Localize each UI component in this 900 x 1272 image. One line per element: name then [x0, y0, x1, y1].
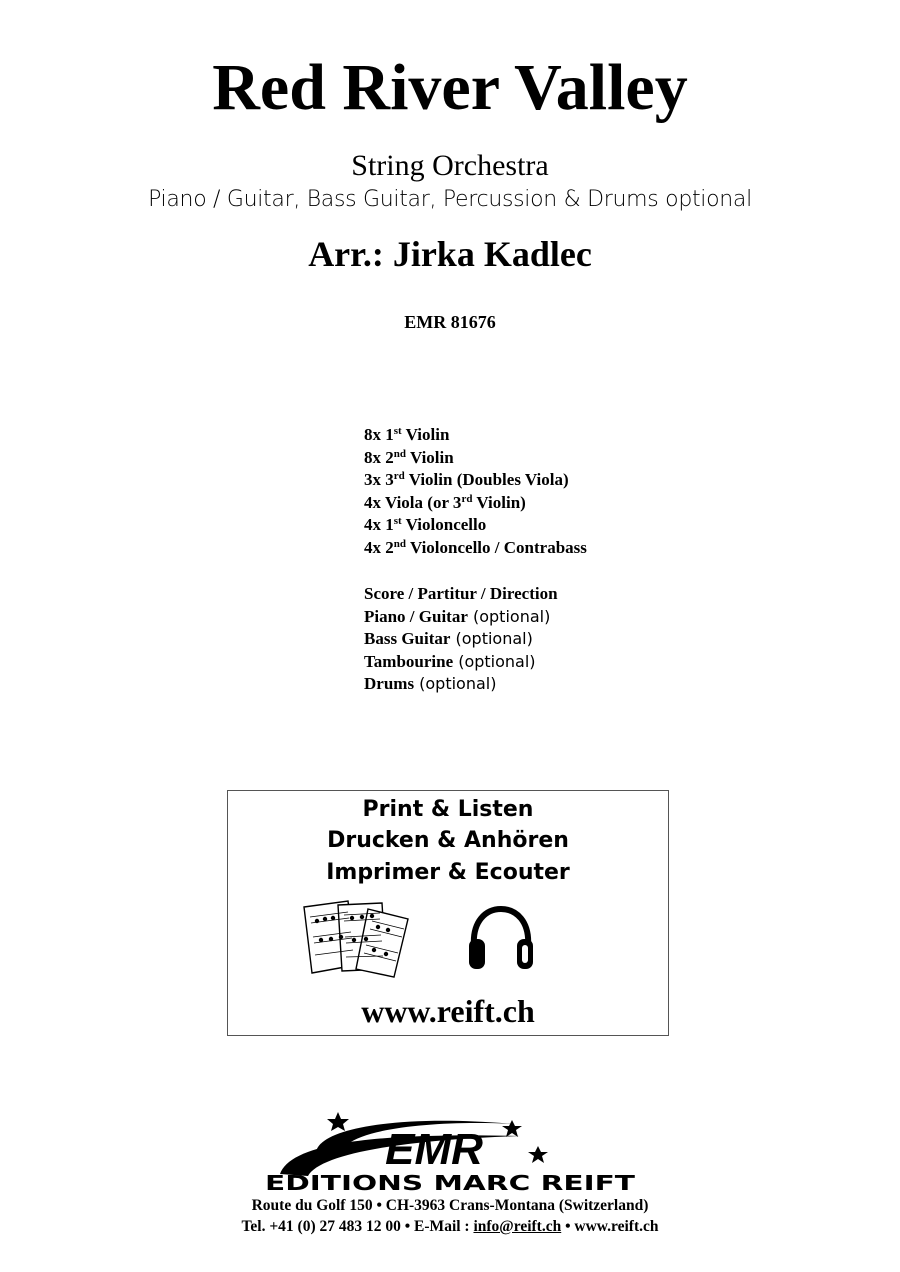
part-item: 8x 2nd Violin — [364, 447, 454, 467]
promo-line-de: Drucken & Anhören — [327, 828, 569, 853]
promo-line-en: Print & Listen — [362, 797, 534, 822]
logo-emr-text: EMR — [385, 1125, 483, 1174]
optional-instrumentation: Piano / Guitar, Bass Guitar, Percussion & Drums optional — [148, 187, 752, 212]
print-listen-box — [227, 790, 669, 1036]
extras-list — [364, 583, 558, 696]
extra-item: Tambourine (optional) — [364, 651, 536, 671]
extra-item: Score / Partitur / Direction — [364, 584, 558, 603]
publisher-logo — [250, 1106, 650, 1194]
arranger: Arr.: Jirka Kadlec — [308, 234, 592, 274]
part-item: 4x 1st Violoncello — [364, 515, 487, 535]
extra-item: Drums (optional) — [364, 674, 497, 694]
parts-list — [364, 424, 587, 560]
publisher-address: Route du Golf 150 • CH-3963 Crans-Montana (Switzerland) — [251, 1197, 649, 1214]
publisher-name: EDITIONS MARC REIFT — [265, 1171, 636, 1194]
website-url[interactable]: www.reift.ch — [361, 993, 535, 1029]
part-item: 3x 3rd Violin (Doubles Viola) — [364, 470, 569, 490]
promo-line-fr: Imprimer & Ecouter — [326, 860, 570, 885]
part-item: 4x 2nd Violoncello / Contrabass — [364, 537, 587, 557]
extra-item: Piano / Guitar (optional) — [364, 606, 551, 626]
extra-item: Bass Guitar (optional) — [364, 629, 533, 649]
part-item: 8x 1st Violin — [364, 425, 450, 444]
headphones-icon — [466, 903, 536, 981]
publisher-contact: Tel. +41 (0) 27 483 12 00 • E-Mail : info@reift.ch • www.reift.ch — [241, 1218, 659, 1235]
email-link[interactable]: info@reift.ch — [473, 1218, 562, 1235]
catalog-number: EMR 81676 — [404, 312, 496, 332]
sheet-music-icon — [300, 899, 412, 979]
page-title: Red River Valley — [212, 51, 688, 124]
part-item: 4x Viola (or 3rd Violin) — [364, 492, 526, 512]
subtitle: String Orchestra — [351, 149, 549, 182]
